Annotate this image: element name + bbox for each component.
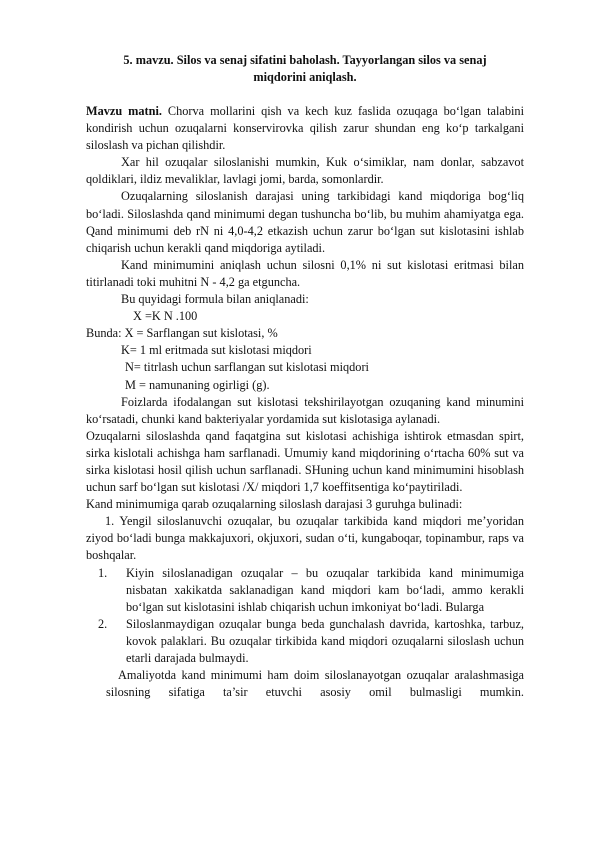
m-definition: M = namunaning ogirligi (g).: [125, 377, 270, 392]
k-definition: K= 1 ml eritmada sut kislotasi miqdori: [121, 343, 312, 358]
list-item-number: 1.: [98, 565, 108, 580]
formula-where: Bunda: X = Sarflangan sut kislotasi, %: [86, 326, 278, 341]
page-title: 5. mavzu. Silos va senaj sifatini baholash. Tayyorlangan silos va senaj miqdorini aniqlash.: [123, 53, 487, 84]
list-item-text: Siloslanmaydigan ozuqalar bunga beda gunchalash davrida, kartoshka, tarbuz, kovok palaklari. Bu ozuqalar tirkibida kand miqdori ozuqalarni siloslash uchun etarli darajada bulmaydi.: [126, 616, 524, 665]
list-item: [86, 565, 524, 616]
paragraph-1: Xar hil ozuqalar siloslanishi mumkin, Kuk o‘simiklar, nam donlar, sabzavot qoldiklari, ildiz mevaliklar, lavlagi jomi, barda, somonlardir.: [86, 155, 524, 187]
closing-paragraph: Amaliyotda kand minimumi ham doim siloslanayotgan ozuqalar aralashmasiga silosning sifatiga ta’sir etuvchi asosiy omil bulmasligi mumkin.: [106, 668, 524, 700]
paragraph-2: Ozuqalarning siloslanish darajasi uning tarkibidagi kand miqdoriga bog‘liq bo‘ladi. Siloslashda qand minimumi degan tushuncha bo‘lib, bu muhim ahamiyatga ega. Qand minimumi deb rN ni 4,0-4,2 etkazish uchun zarur bo‘lgan sut kislotasini ishlab chiqarish uchun kerakli qand miqdoriga aytiladi.: [86, 189, 524, 255]
formula-intro: Bu quyidagi formula bilan aniqlanadi:: [121, 292, 309, 307]
intro-paragraph: [86, 103, 524, 154]
paragraph-3: Kand minimumini aniqlash uchun silosni 0,1% ni sut kislotasi eritmasi bilan titirlanadi toki muhitni N - 4,2 ga etguncha.: [86, 257, 524, 289]
paragraph-8: 1. Yengil siloslanuvchi ozuqalar, bu ozuqalar tarkibida kand miqdori me’yoridan ziyod bo‘ladi bunga makkajuxori, okjuxori, sudan o‘ti, kungaboqar, topinambur, raps va boshqalar.: [86, 514, 524, 563]
intro-label: Mavzu matni.: [86, 104, 162, 118]
n-definition: N= titrlash uchun sarflangan sut kislotasi miqdori: [125, 360, 369, 375]
list-item-number: 2.: [98, 616, 108, 631]
formula: X =K N .100: [133, 309, 198, 324]
paragraph-6: Ozuqalarni siloslashda qand faqatgina sut kislotasi achishiga ishtirok etmasdan spirt, sirka kislotali achishga ham sarflanadi. Umumiy kand miqdorining o‘rtacha 60% sut va sirka kislotasi hosil qilish uchun sarflanadi. SHuning uchun kand minimumini hisoblash uchun sarf bo‘lgan sut kislotasi /X/ miqdori 1,7 koeffitsentiga ko‘paytiriladi.: [86, 428, 524, 495]
intro-text: Chorva mollarini qish va kech kuz faslida ozuqaga bo‘lgan talabini kondirish uchun ozuqalarni konservirovka qilish zarur shundan eng ko‘p tarkalgani siloslash va pichan qilishdir.: [86, 104, 524, 153]
numbered-list: [86, 565, 524, 668]
document-page: [86, 52, 524, 701]
paragraph-7: Kand minimumiga qarab ozuqalarning siloslash darajasi 3 guruhga bulinadi:: [86, 497, 463, 512]
list-item-text: Kiyin siloslanadigan ozuqalar – bu ozuqalar tarkibida kand minimumiga nisbatan xakikatda saklanadigan kand miqdori kam bo‘ladi, ammo kerakli bo‘lgan sut kislotasini ishlab chiqarish uchun imkoniyat bo‘ladi. Bularga: [126, 565, 524, 614]
paragraph-5: Foizlarda ifodalangan sut kislotasi tekshirilayotgan ozuqaning kand minumini ko‘rsatadi, chunki kand bakteriyalar yordamida sut kislotasiga aylanadi.: [86, 394, 524, 426]
list-item: [86, 616, 524, 667]
